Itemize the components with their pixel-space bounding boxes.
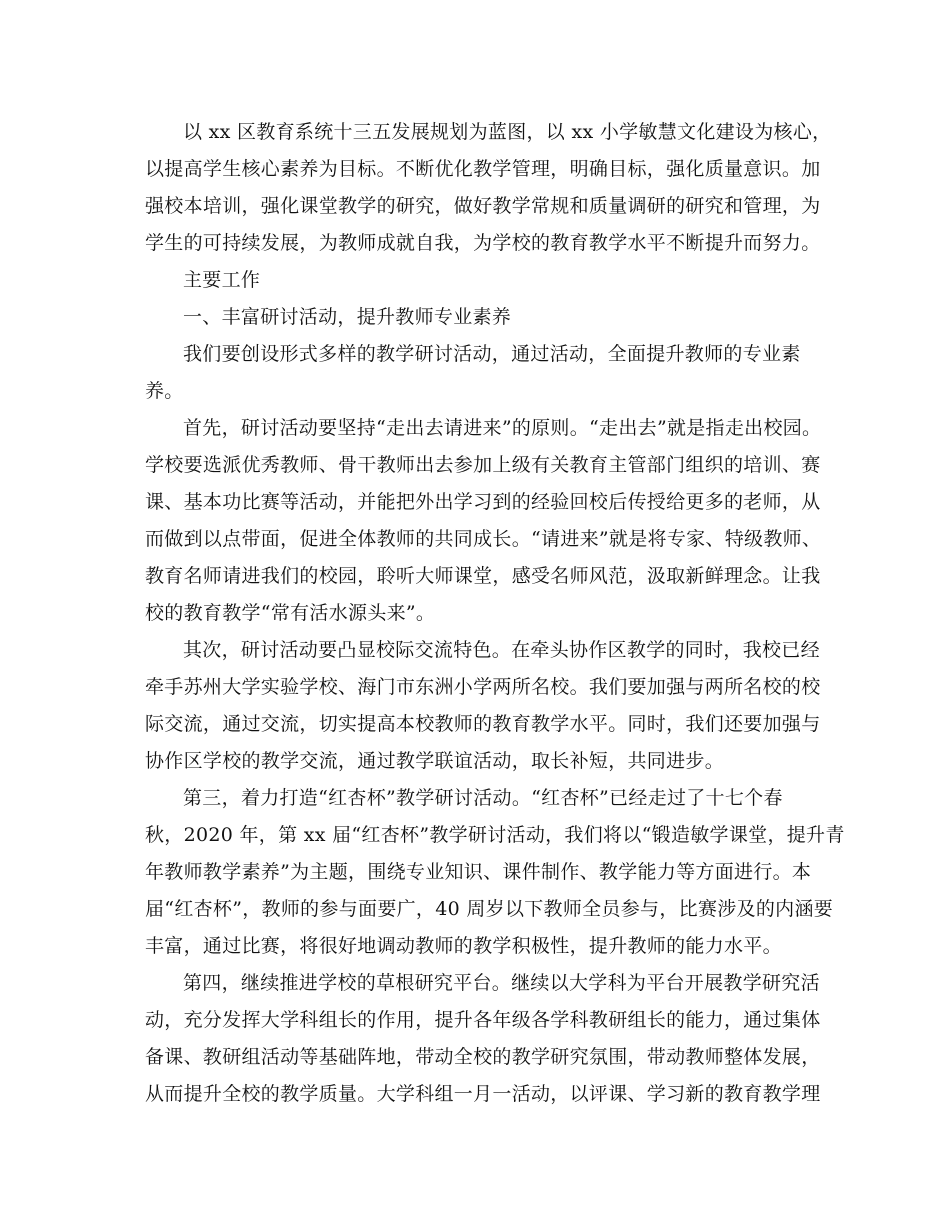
text-line: 学生的可持续发展，为教师成就自我，为学校的教育教学水平不断提升而努力。 bbox=[145, 232, 821, 254]
text-line: 丰富，通过比赛，将很好地调动教师的教学积极性，提升教师的能力水平。 bbox=[145, 935, 782, 957]
text-line: 备课、教研组活动等基础阵地，带动全校的教学研究氛围，带动教师整体发展， bbox=[145, 1046, 821, 1068]
text-line: 其次，研讨活动要凸显校际交流特色。在牵头协作区教学的同时，我校已经 bbox=[183, 639, 820, 661]
text-line: 强校本培训，强化课堂教学的研究，做好教学常规和质量调研的研究和管理，为 bbox=[145, 195, 821, 217]
text-line: 教育名师请进我们的校园，聆听大师课堂，感受名师风范，汲取新鲜理念。让我 bbox=[145, 565, 821, 587]
text-line: 首先，研讨活动要坚持“走出去请进来”的原则。“走出去”就是指走出校园。 bbox=[183, 417, 822, 439]
text-line: 一、丰富研讨活动，提升教师专业素养 bbox=[183, 306, 512, 328]
text-line: 协作区学校的教学交流，通过教学联谊活动，取长补短，共同进步。 bbox=[145, 750, 725, 772]
text-line: 我们要创设形式多样的教学研讨活动，通过活动，全面提升教师的专业素 bbox=[183, 343, 801, 365]
text-line: 以提高学生核心素养为目标。不断优化教学管理，明确目标，强化质量意识。加 bbox=[145, 158, 821, 180]
text-line: 以 xx 区教育系统十三五发展规划为蓝图，以 xx 小学敏慧文化建设为核心， bbox=[183, 121, 832, 143]
text-line: 从而提升全校的教学质量。大学科组一月一活动，以评课、学习新的教育教学理 bbox=[145, 1083, 821, 1105]
text-line: 第三，着力打造“红杏杯”教学研讨活动。“红杏杯”已经走过了十七个春 bbox=[183, 787, 783, 809]
document-body bbox=[145, 114, 845, 1113]
text-line: 课、基本功比赛等活动，并能把外出学习到的经验回校后传授给更多的老师，从 bbox=[145, 491, 821, 513]
text-line: 学校要选派优秀教师、骨干教师出去参加上级有关教育主管部门组织的培训、赛 bbox=[145, 454, 821, 476]
text-line: 校的教育教学“常有活水源头来”。 bbox=[145, 602, 436, 624]
text-line: 第四，继续推进学校的草根研究平台。继续以大学科为平台开展教学研究活 bbox=[183, 972, 820, 994]
text-line: 年教师教学素养”为主题，围绕专业知识、课件制作、教学能力等方面进行。本 bbox=[145, 861, 812, 883]
text-line: 主要工作 bbox=[183, 269, 261, 291]
text-line: 届“红杏杯”，教师的参与面要广，40 周岁以下教师全员参与，比赛涉及的内涵要 bbox=[145, 898, 834, 920]
text-line: 而做到以点带面，促进全体教师的共同成长。“请进来”就是将专家、特级教师、 bbox=[145, 528, 822, 550]
text-line: 养。 bbox=[145, 380, 184, 402]
text-line: 秋，2020 年，第 xx 届“红杏杯”教学研讨活动，我们将以“锻造敏学课堂，提升青 bbox=[145, 824, 845, 846]
text-line: 际交流，通过交流，切实提高本校教师的教育教学水平。同时，我们还要加强与 bbox=[145, 713, 821, 735]
text-line: 牵手苏州大学实验学校、海门市东洲小学两所名校。我们要加强与两所名校的校 bbox=[145, 676, 821, 698]
text-line: 动，充分发挥大学科组长的作用，提升各年级各学科教研组长的能力，通过集体 bbox=[145, 1009, 821, 1031]
